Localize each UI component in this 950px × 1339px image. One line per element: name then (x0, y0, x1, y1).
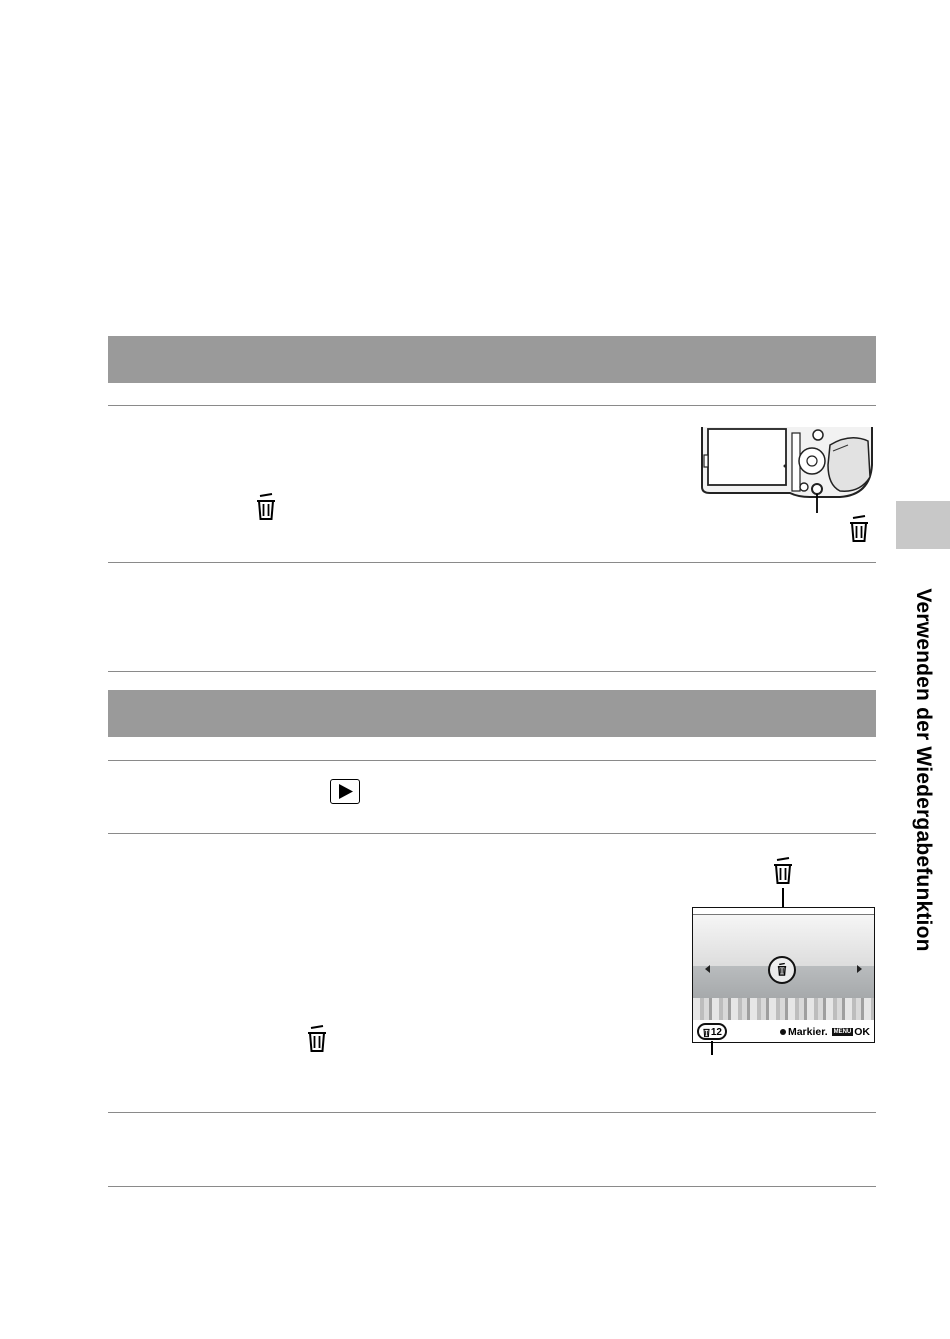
screen-top-bar (693, 908, 874, 915)
ok-label: OK (854, 1026, 870, 1038)
delete-mark-circle (768, 956, 796, 984)
trash-icon (702, 1027, 711, 1038)
trash-icon (846, 514, 872, 544)
row-divider (108, 1112, 876, 1113)
trash-icon (770, 856, 796, 886)
section-header-band (108, 336, 876, 383)
delete-count: 12 (710, 1027, 722, 1038)
left-arrow-icon (705, 965, 710, 973)
menu-chip: MENU (833, 1029, 852, 1036)
delete-count-badge (697, 1023, 727, 1040)
row-divider (108, 671, 876, 672)
play-icon (338, 784, 354, 799)
trash-icon (776, 962, 788, 977)
mark-instructions (780, 1026, 870, 1038)
playback-button-icon (330, 779, 360, 804)
callout-line (711, 1041, 713, 1055)
section-header-band (108, 690, 876, 737)
screen-town (693, 998, 874, 1022)
row-divider (108, 405, 876, 406)
center-button-icon (780, 1029, 786, 1035)
right-arrow-icon (857, 965, 862, 973)
chapter-tab (896, 501, 950, 549)
trash-icon (304, 1024, 330, 1054)
row-divider (108, 833, 876, 834)
row-divider (108, 1186, 876, 1187)
screen-bottom-bar (693, 1020, 874, 1042)
mark-label: Markier. (787, 1026, 828, 1038)
row-divider (108, 562, 876, 563)
trash-icon (253, 492, 279, 522)
camera-back-illustration (700, 425, 876, 517)
row-divider (108, 760, 876, 761)
lcd-screen-illustration (692, 907, 875, 1043)
